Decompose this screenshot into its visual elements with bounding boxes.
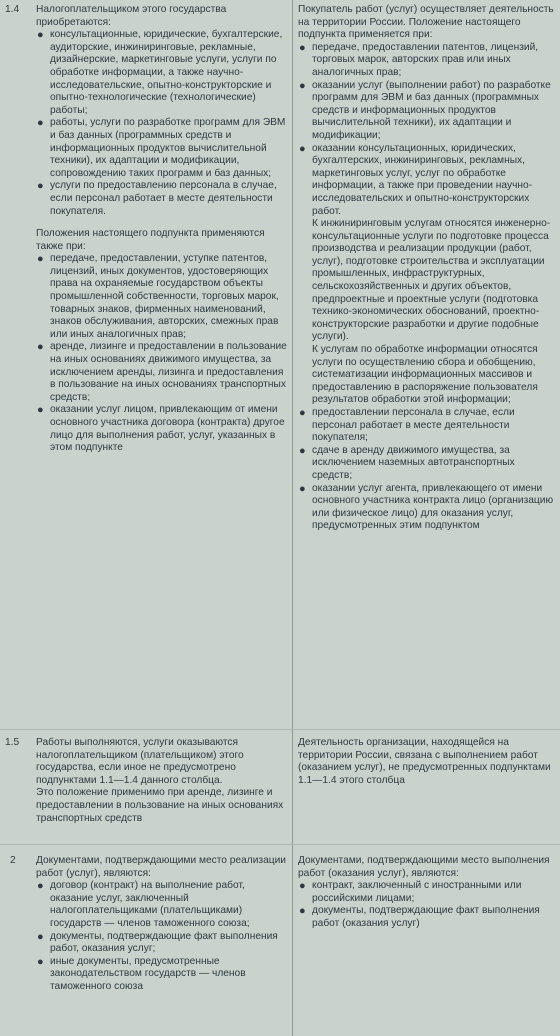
row-number: 1.4 — [5, 4, 20, 15]
row-1-5-right-cell — [298, 737, 556, 787]
bullet-list — [298, 42, 556, 218]
row-number: 1.5 — [5, 737, 20, 748]
bullet-icon: ● — [299, 79, 306, 92]
list-item: ● предоставлении персонала в случае, если персонал работает в месте деятельности покупателя; — [299, 407, 515, 444]
bullet-icon: ● — [299, 905, 306, 918]
intro-text: Налогоплательщиком этого государства приобретаются: — [36, 4, 227, 28]
row-1-4-right-cell — [298, 4, 556, 533]
row-divider — [0, 729, 560, 730]
paragraph-information: К услугам по обработке информации относятся услуги по осуществлению сбора и обобщению, систематизации информационных массивов и предоставлению в распоряжение пользователя результатов обработки этой информации; — [312, 344, 538, 406]
bullet-icon: ● — [299, 444, 306, 457]
bullet-icon: ● — [37, 117, 44, 130]
bullet-icon: ● — [37, 955, 44, 968]
list-item: ● документы, подтверждающие факт выполнения работ (оказания услуг) — [299, 905, 540, 929]
bullet-icon: ● — [37, 180, 44, 193]
paragraph-engineering: К инжиниринговым услугам относятся инженерно-консультационные услуги по подготовке процесса производства и реализации продукции (работ, услуг), подготовке строительства и эксплуатации промышленных, инфраструктурных, сельскохозяйственных и других объектов, предпроектные и проектные услуги (подготовка технико-экономических обоснований, проектно-конструкторские разработки и другие подобные услуги). — [312, 218, 551, 343]
row-2-left-cell — [36, 855, 292, 994]
list-item: ● передаче, предоставлении патентов, лицензий, торговых марок, авторских прав или иных аналогичных прав; — [299, 41, 539, 78]
list-item: ● иные документы, предусмотренные законодательством государств — членов таможенного союза — [37, 955, 246, 992]
list-item: ● оказании услуг лицом, привлекающим от имени основного участника договора (контракта) другое лицо для выполнения работ, услуг, указанных в этом подпункте — [37, 404, 285, 454]
list-item: ● документы, подтверждающие факт выполнения работ, оказания услуг; — [37, 930, 278, 955]
bullet-icon: ● — [37, 29, 44, 42]
bullet-icon: ● — [37, 930, 44, 943]
bullet-icon: ● — [37, 880, 44, 893]
bullet-icon: ● — [37, 253, 44, 266]
bullet-icon: ● — [37, 404, 44, 417]
list-item: ● оказании услуг агента, привлекающего от имени основного участника контракта лицо (организацию или физическое лицо) для оказания услуг, предусмотренных этим подпунктом — [299, 482, 554, 532]
bullet-icon: ● — [299, 407, 306, 419]
paragraph-text: Это положение применимо при аренде, лизинге и предоставлении в пользование на иных основаниях транспортных средств — [36, 787, 284, 824]
bullet-list — [36, 880, 288, 993]
row-1-5-left-cell — [36, 737, 292, 825]
bullet-list — [36, 29, 288, 218]
paragraph-text: Деятельность организации, находящейся на территории России, связана с выполнением работ (оказанием услуг), не предусмотренных подпунктами 1.1—1.4 этого столбца — [298, 737, 551, 786]
intro-text: Документами, подтверждающими место реализации работ (услуг), являются: — [36, 855, 286, 879]
intro-text: Документами, подтверждающими место выполнения работ (оказания услуг), являются: — [298, 855, 550, 879]
bullet-icon: ● — [299, 482, 306, 495]
paragraph-text: Работы выполняются, услуги оказываются налогоплательщиком (плательщиком) этого государства, если иное не предусмотрено подпунктами 1.1—1.4 данного столбца. — [36, 737, 244, 786]
bullet-icon: ● — [299, 142, 306, 155]
bullet-list — [36, 253, 288, 455]
list-item: ● сдаче в аренду движимого имущества, за исключением наземных автотранспортных средств; — [299, 444, 515, 481]
list-item: ● оказании консультационных, юридических, бухгалтерских, инжиниринговых, рекламных, маркетинговых услуг, услуг по обработке информации, а также при проведении научно-исследовательских и опытно-конструкторских работ. — [299, 142, 533, 217]
row-divider — [0, 844, 560, 845]
list-item: ● контракт, заключенный с иностранными или российскими лицами; — [299, 880, 522, 904]
bullet-list — [298, 880, 556, 930]
list-item: ● работы, услуги по разработке программ для ЭВМ и баз данных (программных средств и информационных продуктов вычислительной техники), их адаптации и модификации, сопровождению таких программ и баз данных; — [37, 117, 286, 179]
list-item: ● договор (контракт) на выполнение работ, оказание услуг, заключенный налогоплательщиками (плательщиками) государств — членов таможенного союза; — [37, 880, 250, 929]
intro-text: Положения настоящего подпункта применяются также при: — [36, 228, 265, 252]
bullet-icon: ● — [37, 341, 44, 354]
list-item: ● оказании услуг (выполнении работ) по разработке программ для ЭВМ и баз данных (программных средств и информационных продуктов вычислительной техники), их адаптации и модификации; — [299, 79, 551, 141]
list-item: ● услуги по предоставлению персонала в случае, если персонал работает в месте деятельности покупателя. — [37, 180, 277, 217]
bullet-icon: ● — [299, 880, 306, 893]
row-1-4-left-cell — [36, 4, 292, 455]
bullet-icon: ● — [299, 41, 306, 54]
list-item: ● консультационные, юридические, бухгалтерские, аудиторские, инжиниринговые, рекламные, дизайнерские, маркетинговые услуги, услуги по обработке информации, а также научно-исследовательские, опытно-конструкторские и опытно-технологические (технологические) работы; — [37, 29, 283, 116]
bullet-list — [298, 407, 556, 533]
list-item: ● передаче, предоставлении, уступке патентов, лицензий, иных документов, удостоверяющих права на охраняемые государством объекты промышленной собственности, торговых марок, товарных знаков, фирменных наименований, знаков обслуживания, авторских, смежных прав или иных аналогичных прав; — [37, 253, 279, 340]
column-divider — [292, 0, 293, 1036]
row-number: 2 — [10, 855, 16, 866]
intro-text: Покупатель работ (услуг) осуществляет деятельность на территории России. Положение настоящего подпункта применяется при: — [298, 4, 554, 41]
list-item: ● аренде, лизинге и предоставлении в пользование на иных основаниях движимого имущества, за исключением аренды, лизинга и предоставления в пользование на иных основаниях транспортных средств; — [37, 341, 287, 403]
row-2-right-cell — [298, 855, 556, 931]
